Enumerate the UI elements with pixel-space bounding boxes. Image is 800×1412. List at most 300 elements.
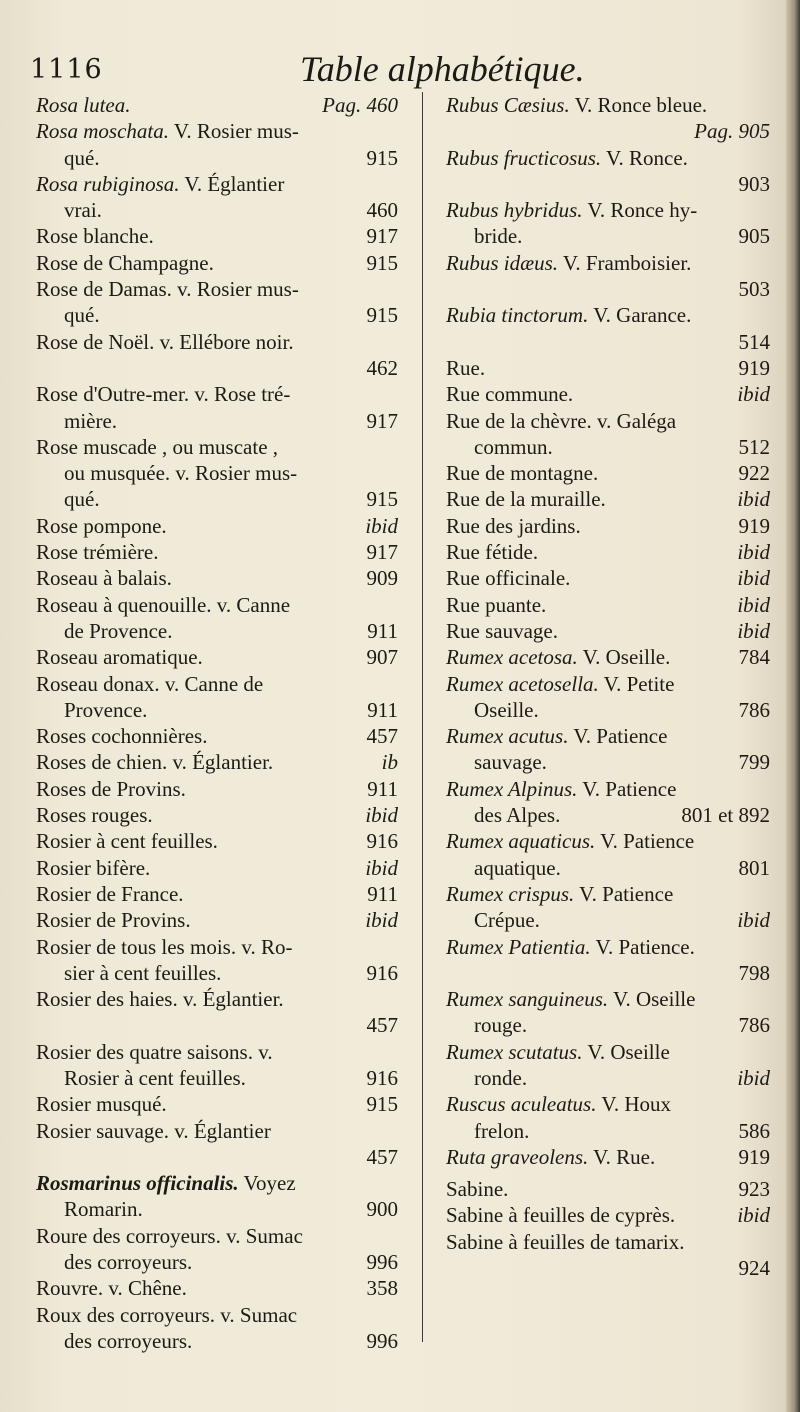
index-entry: [36, 644, 398, 670]
index-entry: [446, 145, 770, 198]
index-entry: [446, 776, 770, 829]
index-column-left: [36, 92, 398, 1354]
latin-name: Rosmarinus officinalis.: [36, 1171, 239, 1196]
page-reference: 919: [738, 513, 770, 538]
page-reference: 915: [366, 487, 398, 512]
entry-text: Rosier à cent feuilles.: [36, 829, 218, 854]
entry-line: [446, 671, 770, 697]
index-entry: [36, 907, 398, 933]
entry-text: Rue de la chèvre. v. Galéga: [446, 408, 677, 433]
entry-line: [36, 118, 398, 144]
latin-name: Rubia tinctorum.: [446, 303, 589, 328]
entry-line: [446, 1039, 770, 1065]
entry-text: Rosier des haies. v. Églantier.: [36, 987, 284, 1012]
entry-text: Rose trémière.: [36, 540, 159, 565]
index-entry: [36, 1223, 398, 1276]
cross-reference: V. Oseille: [582, 1039, 670, 1064]
entry-line: [446, 408, 770, 434]
index-entry: [36, 223, 398, 249]
entry-line: [36, 92, 398, 118]
entry-line: [36, 592, 398, 618]
entry-line: [446, 881, 770, 907]
latin-name: Rubus idæus.: [446, 250, 559, 275]
entry-line: [446, 460, 770, 486]
entry-text: Roses rouges.: [36, 803, 153, 828]
latin-name: Rosa lutea.: [36, 93, 131, 117]
entry-line: [446, 776, 770, 802]
index-entry: [446, 1091, 770, 1144]
cross-reference: V. Houx: [596, 1092, 671, 1117]
entry-line: [446, 1012, 770, 1038]
entry-text: sauvage.: [474, 750, 547, 775]
entry-text: Rue de montagne.: [446, 461, 599, 486]
entry-line: [446, 592, 770, 618]
entry-text: Sabine à feuilles de cyprès.: [446, 1203, 676, 1228]
entry-line: [36, 171, 398, 197]
entry-line: [446, 802, 770, 828]
entry-text: Roseau aromatique.: [36, 645, 203, 670]
entry-line: [446, 539, 770, 565]
cross-reference: V. Patience: [574, 881, 674, 906]
entry-text: Sabine.: [446, 1177, 509, 1202]
entry-line: [446, 644, 770, 670]
page-reference: 917: [366, 408, 398, 433]
entry-text: qué.: [64, 303, 100, 328]
index-entry: [36, 1302, 398, 1355]
index-entry: [36, 934, 398, 987]
entry-text: frelon.: [474, 1118, 530, 1143]
entry-line: [36, 644, 398, 670]
index-entry: [446, 513, 770, 539]
entry-text: Rue puante.: [446, 592, 547, 617]
index-entry: [446, 986, 770, 1039]
cross-reference: V. Ronce bleue.: [569, 93, 708, 117]
page-reference: 917: [366, 540, 398, 565]
index-entry: [36, 592, 398, 645]
index-entry: [446, 1144, 770, 1170]
entry-line: [446, 197, 770, 223]
entry-line: [446, 697, 770, 723]
entry-line: [446, 565, 770, 591]
cross-reference: V. Patience: [595, 829, 695, 854]
entry-line: [446, 381, 770, 407]
entry-line: [36, 907, 398, 933]
latin-name: Rumex acutus.: [446, 724, 569, 749]
page-reference: 916: [366, 1065, 398, 1090]
entry-text: Rosier des quatre saisons. v.: [36, 1039, 273, 1064]
page-reference: Pag. 905: [694, 119, 770, 144]
entry-line: [36, 1275, 398, 1301]
page-header: [30, 48, 770, 92]
index-entry: [446, 381, 770, 407]
page-reference: 911: [367, 776, 398, 801]
index-entry: [446, 486, 770, 512]
index-entry: [36, 513, 398, 539]
cross-reference: Voyez: [238, 1171, 296, 1196]
index-entry: [36, 749, 398, 775]
index-entry: [446, 1202, 770, 1228]
entry-line: [36, 1039, 398, 1065]
page-reference: 915: [366, 145, 398, 170]
entry-line: [36, 749, 398, 775]
entry-text: Rosier musqué.: [36, 1092, 167, 1117]
latin-name: Ruta graveolens.: [446, 1144, 589, 1169]
index-entry: [36, 828, 398, 854]
page-reference: ibid: [737, 540, 770, 565]
entry-text: Roses de chien. v. Églantier.: [36, 750, 274, 775]
page-reference: ibid: [365, 513, 398, 538]
entry-text: Rose d'Outre-mer. v. Rose tré-: [36, 382, 291, 407]
index-entry: [446, 197, 770, 250]
cross-reference: V. Ronce.: [601, 145, 688, 170]
entry-text: Romarin.: [64, 1197, 143, 1222]
entry-text: Rose de Champagne.: [36, 250, 214, 275]
latin-name: Rumex scutatus.: [446, 1039, 583, 1064]
index-entry: [446, 618, 770, 644]
page-reference: 916: [366, 960, 398, 985]
entry-text: Rosier de Provins.: [36, 908, 191, 933]
index-entry: [36, 92, 398, 118]
page-reference: ibid: [737, 1203, 770, 1228]
entry-line: [446, 302, 770, 328]
entry-text: Rose de Noël. v. Ellébore noir.: [36, 329, 294, 354]
page-reference: 786: [738, 697, 770, 722]
index-column-right: [446, 92, 770, 1281]
entry-line: [36, 460, 398, 486]
entry-line: [446, 1144, 770, 1170]
index-entry: [446, 934, 770, 987]
page-reference: 462: [366, 355, 398, 380]
column-divider: [422, 92, 423, 1342]
page-reference: 924: [738, 1256, 770, 1281]
entry-text: Rue.: [446, 355, 486, 380]
entry-text: Rue officinale.: [446, 566, 571, 591]
entry-line: [36, 934, 398, 960]
index-entry: [36, 276, 398, 329]
entry-text: Rosier bifère.: [36, 855, 151, 880]
index-entry: [36, 881, 398, 907]
entry-line: [36, 197, 398, 223]
latin-name: Rumex Alpinus.: [446, 776, 578, 801]
entry-text: vrai.: [64, 198, 102, 223]
cross-reference: V. Oseille: [608, 987, 696, 1012]
entry-line: [36, 1223, 398, 1249]
entry-line: [36, 1170, 398, 1196]
entry-line: [36, 145, 398, 171]
latin-name: Rumex acetosella.: [446, 671, 599, 696]
cross-reference: V. Églantier: [179, 171, 285, 196]
page-reference: ib: [381, 750, 398, 775]
page-reference: 996: [366, 1250, 398, 1275]
index-entry: [36, 723, 398, 749]
latin-name: Rosa moschata.: [36, 119, 169, 144]
index-entry: [36, 539, 398, 565]
page-reference: 460: [366, 198, 398, 223]
entry-line: [36, 802, 398, 828]
index-entry: [446, 408, 770, 461]
index-entry: [446, 592, 770, 618]
page-reference: ibid: [737, 908, 770, 933]
page-reference: 457: [366, 1144, 398, 1169]
entry-text: des corroyeurs.: [64, 1250, 193, 1275]
index-entry: [36, 1275, 398, 1301]
entry-line: [446, 723, 770, 749]
page-reference: 801: [738, 855, 770, 880]
latin-name: Rumex Patientia.: [446, 934, 591, 959]
latin-name: Rumex acetosa.: [446, 645, 578, 670]
entry-line: [36, 1118, 398, 1144]
entry-line: [36, 881, 398, 907]
page-reference: 919: [738, 355, 770, 380]
entry-line: [446, 986, 770, 1012]
page-reference: Pag. 460: [322, 93, 398, 117]
cross-reference: V. Patience.: [590, 934, 695, 959]
entry-line: [36, 513, 398, 539]
entry-text: Crépue.: [474, 908, 540, 933]
index-entry: [446, 644, 770, 670]
entry-text: Roure des corroyeurs. v. Sumac: [36, 1223, 303, 1248]
latin-name: Rumex crispus.: [446, 881, 575, 906]
page-reference: 786: [738, 1013, 770, 1038]
entry-text: sier à cent feuilles.: [64, 960, 222, 985]
latin-name: Rubus hybridus.: [446, 198, 583, 223]
index-entry: [446, 460, 770, 486]
index-entry: [446, 539, 770, 565]
index-entry: [36, 171, 398, 224]
entry-line: [36, 1249, 398, 1275]
entry-text: des Alpes.: [474, 803, 561, 828]
entry-line: [446, 250, 770, 276]
index-entry: [36, 986, 398, 1039]
latin-name: Rumex aquaticus.: [446, 829, 596, 854]
index-entry: [36, 381, 398, 434]
page-reference: ibid: [365, 855, 398, 880]
index-entry: [446, 302, 770, 355]
page-reference: 503: [738, 277, 770, 302]
latin-name: Ruscus aculeatus.: [446, 1092, 597, 1117]
index-entry: [36, 1039, 398, 1092]
entry-line: [446, 1229, 770, 1255]
page-reference: 916: [366, 829, 398, 854]
page-reference: 512: [738, 434, 770, 459]
entry-line: [446, 907, 770, 933]
index-entry: [36, 1170, 398, 1223]
cross-reference: V. Ronce hy-: [582, 198, 698, 223]
page-reference: 457: [366, 724, 398, 749]
page-reference: 784: [738, 645, 770, 670]
entry-text: Rosier sauvage. v. Églantier: [36, 1118, 271, 1143]
entry-line: [446, 1118, 770, 1144]
page-reference: 514: [738, 329, 770, 354]
entry-line: [36, 1196, 398, 1222]
entry-line: [446, 1091, 770, 1117]
page-reference: 915: [366, 250, 398, 275]
index-entry: [446, 723, 770, 776]
entry-text: Rose blanche.: [36, 224, 154, 249]
entry-text: ronde.: [474, 1065, 528, 1090]
page-reference: 798: [738, 960, 770, 985]
entry-line: [36, 565, 398, 591]
entry-line: [36, 539, 398, 565]
entry-text: Roseau à balais.: [36, 566, 172, 591]
page-title: Table alphabétique.: [300, 49, 585, 89]
entry-line: [36, 329, 398, 355]
page-edge: [786, 0, 800, 1412]
entry-text: Oseille.: [474, 697, 539, 722]
page-reference: 911: [367, 697, 398, 722]
entry-text: Rue commune.: [446, 382, 574, 407]
entry-text: Rose pompone.: [36, 513, 167, 538]
page-number: 1116: [30, 54, 103, 85]
entry-text: Rue sauvage.: [446, 618, 558, 643]
cross-reference: V. Garance.: [588, 303, 692, 328]
entry-text: Rue des jardins.: [446, 513, 581, 538]
entry-text: Rue de la muraille.: [446, 487, 606, 512]
page-reference: 996: [366, 1328, 398, 1353]
entry-text: Rue fétide.: [446, 540, 539, 565]
entry-text: mière.: [64, 408, 118, 433]
page-reference: 911: [367, 881, 398, 906]
page-reference: 900: [366, 1197, 398, 1222]
index-entry: [36, 671, 398, 724]
index-entry: [446, 1176, 770, 1202]
cross-reference: V. Rosier mus-: [169, 119, 299, 144]
entry-line: [36, 434, 398, 460]
page-reference: 911: [367, 618, 398, 643]
page-reference: 799: [738, 750, 770, 775]
entry-line: [446, 855, 770, 881]
page-reference: 909: [366, 566, 398, 591]
page-reference: 905: [738, 224, 770, 249]
index-entry: [446, 1229, 770, 1282]
cross-reference: V. Petite: [598, 671, 675, 696]
entry-text: Rosier de France.: [36, 881, 184, 906]
index-entry: [446, 565, 770, 591]
index-entry: [36, 776, 398, 802]
page-reference: 919: [738, 1144, 770, 1169]
entry-text: commun.: [474, 434, 553, 459]
page-reference: 907: [366, 645, 398, 670]
index-entry: [36, 434, 398, 513]
entry-line: [36, 776, 398, 802]
entry-text: Rouvre. v. Chêne.: [36, 1276, 187, 1301]
entry-line: [446, 828, 770, 854]
page-reference: 922: [738, 461, 770, 486]
entry-line: [36, 408, 398, 434]
entry-line: [446, 223, 770, 249]
entry-line: [446, 513, 770, 539]
cross-reference: V. Rue.: [588, 1144, 656, 1169]
entry-line: [36, 855, 398, 881]
entry-line: [36, 1302, 398, 1328]
entry-line: [446, 618, 770, 644]
entry-text: qué.: [64, 487, 100, 512]
entry-line: [446, 434, 770, 460]
page-reference: 358: [366, 1276, 398, 1301]
index-entry: [36, 250, 398, 276]
cross-reference: V. Oseille.: [577, 645, 671, 670]
page-reference: 915: [366, 1092, 398, 1117]
entry-line: [446, 355, 770, 381]
index-entry: [446, 92, 770, 145]
latin-name: Rumex sanguineus.: [446, 987, 609, 1012]
page-reference: 917: [366, 224, 398, 249]
entry-line: [446, 92, 770, 118]
entry-line: [36, 1065, 398, 1091]
cross-reference: V. Patience: [577, 776, 677, 801]
index-entry: [446, 1039, 770, 1092]
entry-line: [446, 749, 770, 775]
cross-reference: V. Framboisier.: [558, 250, 692, 275]
entry-text: des corroyeurs.: [64, 1328, 193, 1353]
page-reference: ibid: [737, 618, 770, 643]
page-reference: 923: [738, 1177, 770, 1202]
entry-line: [446, 1065, 770, 1091]
index-entry: [36, 118, 398, 171]
entry-line: [36, 223, 398, 249]
index-entry: [36, 1091, 398, 1117]
entry-text: de Provence.: [64, 618, 173, 643]
entry-text: Roses de Provins.: [36, 776, 186, 801]
page-reference: ibid: [365, 803, 398, 828]
entry-line: [36, 302, 398, 328]
index-entry: [36, 565, 398, 591]
entry-line: [36, 381, 398, 407]
latin-name: Rubus fructicosus.: [446, 145, 602, 170]
entry-line: [446, 934, 770, 960]
entry-line: [36, 723, 398, 749]
page-reference: 915: [366, 303, 398, 328]
entry-line: [446, 486, 770, 512]
entry-line: [36, 960, 398, 986]
entry-text: Roseau donax. v. Canne de: [36, 671, 264, 696]
entry-text: Rose de Damas. v. Rosier mus-: [36, 277, 299, 302]
entry-text: Rosier à cent feuilles.: [64, 1065, 246, 1090]
entry-text: Roseau à quenouille. v. Canne: [36, 592, 291, 617]
entry-text: Provence.: [64, 697, 148, 722]
page-reference: ibid: [365, 908, 398, 933]
entry-line: [36, 1328, 398, 1354]
index-entry: [36, 329, 398, 382]
entry-line: [36, 828, 398, 854]
index-entry: [446, 355, 770, 381]
entry-text: bride.: [474, 224, 523, 249]
entry-line: [36, 250, 398, 276]
cross-reference: V. Patience: [568, 724, 668, 749]
entry-line: [446, 1202, 770, 1228]
entry-line: [36, 486, 398, 512]
entry-text: Roses cochonnières.: [36, 724, 208, 749]
entry-text: Rosier de tous les mois. v. Ro-: [36, 934, 293, 959]
page-reference: ibid: [737, 566, 770, 591]
page-reference: ibid: [737, 1065, 770, 1090]
entry-text: aquatique.: [474, 855, 561, 880]
latin-name: Rosa rubiginosa.: [36, 171, 180, 196]
index-entry: [446, 671, 770, 724]
entry-text: rouge.: [474, 1013, 528, 1038]
index-entry: [36, 1118, 398, 1171]
page-reference: 903: [738, 171, 770, 196]
index-entry: [36, 802, 398, 828]
index-entry: [446, 881, 770, 934]
latin-name: Rubus Cæsius.: [446, 93, 570, 117]
entry-line: [36, 671, 398, 697]
entry-line: [36, 986, 398, 1012]
page-reference: ibid: [737, 382, 770, 407]
page-reference: 801 et 892: [681, 803, 770, 828]
entry-line: [446, 1176, 770, 1202]
entry-text: ou musquée. v. Rosier mus-: [64, 461, 298, 486]
